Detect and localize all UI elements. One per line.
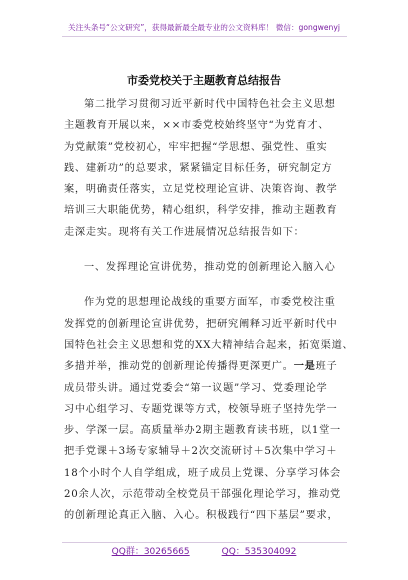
document-title: 市委党校关于主题教育总结报告 xyxy=(127,74,281,87)
qq-group-link[interactable]: QQ群：30265665 xyxy=(111,547,190,557)
qq-contact-link[interactable]: QQ：535304092 xyxy=(221,547,297,557)
paragraph-line: 走深走实。现将有关工作进展情况总结报告如下： xyxy=(64,226,305,238)
paragraph-line: 成员带头讲。通过党委会“第一议题”学习、党委理论学 xyxy=(64,382,328,394)
paragraph-line: 国特色社会主义思想和党的XX大精神结合起来，拓宽渠道、 xyxy=(64,339,354,351)
section-heading: 一、发挥理论宣讲优势，推动党的创新理论入脑入心 xyxy=(84,262,336,274)
paragraph-line: 发挥党的创新理论宣讲优势，把研究阐释习近平新时代中 xyxy=(64,318,338,330)
paragraph-line: 为党献策”党校初心，牢牢把握“学思想、强党性、重实 xyxy=(64,141,328,153)
paragraph-line: 第二批学习贯彻习近平新时代中国特色社会主义思想 xyxy=(84,99,336,110)
paragraph-line: 培训三大职能优势，精心组织，科学安排，推动主题教育 xyxy=(64,205,338,217)
footer-divider xyxy=(62,542,347,543)
paragraph-text: 多措并举，推动党的创新理论传播得更深更广。 xyxy=(64,361,294,373)
header-divider xyxy=(62,36,347,37)
footer-contact xyxy=(0,544,408,557)
paragraph-line xyxy=(64,356,350,377)
paragraph-line: 步、学深一层。高质量举办2期主题教育读书班，以1堂一 xyxy=(64,425,341,437)
paragraph-line: 案，明确责任落实，立足党校理论宣讲、决策咨询、教学 xyxy=(64,184,338,196)
paragraph-line: 把手党课＋3场专家辅导＋2次交流研讨＋5次集中学习＋ xyxy=(64,446,338,458)
emphasis-text: 一是 xyxy=(293,360,316,373)
paragraph-line: 主题教育开展以来，××市委党校始终坚守“为党育才、 xyxy=(64,120,330,132)
header-banner: 关注头条号“公文研究”，获得最新最全最专业的公文资料库！ 微信：gongwenyj xyxy=(68,23,340,32)
paragraph-line: 习中心组学习、专题党课等方式，校领导班子坚持先学一 xyxy=(64,403,338,415)
paragraph-text: 班子 xyxy=(315,361,338,373)
paragraph-line: 18个小时个人自学组成，班子成员上党课、分享学习体会 xyxy=(64,467,341,479)
paragraph-line: 的创新理论真正入脑、入心。积极践行“四下基层”要求， xyxy=(64,510,339,522)
paragraph-line: 践、建新功”的总要求，紧紧锚定目标任务，研究制定方 xyxy=(64,162,333,174)
paragraph-line: 作为党的思想理论战线的重要方面军，市委党校注重 xyxy=(84,297,336,309)
paragraph-line: 20余人次，示范带动全校党员干部强化理论学习，推动党 xyxy=(64,489,341,501)
document-body xyxy=(64,94,354,527)
